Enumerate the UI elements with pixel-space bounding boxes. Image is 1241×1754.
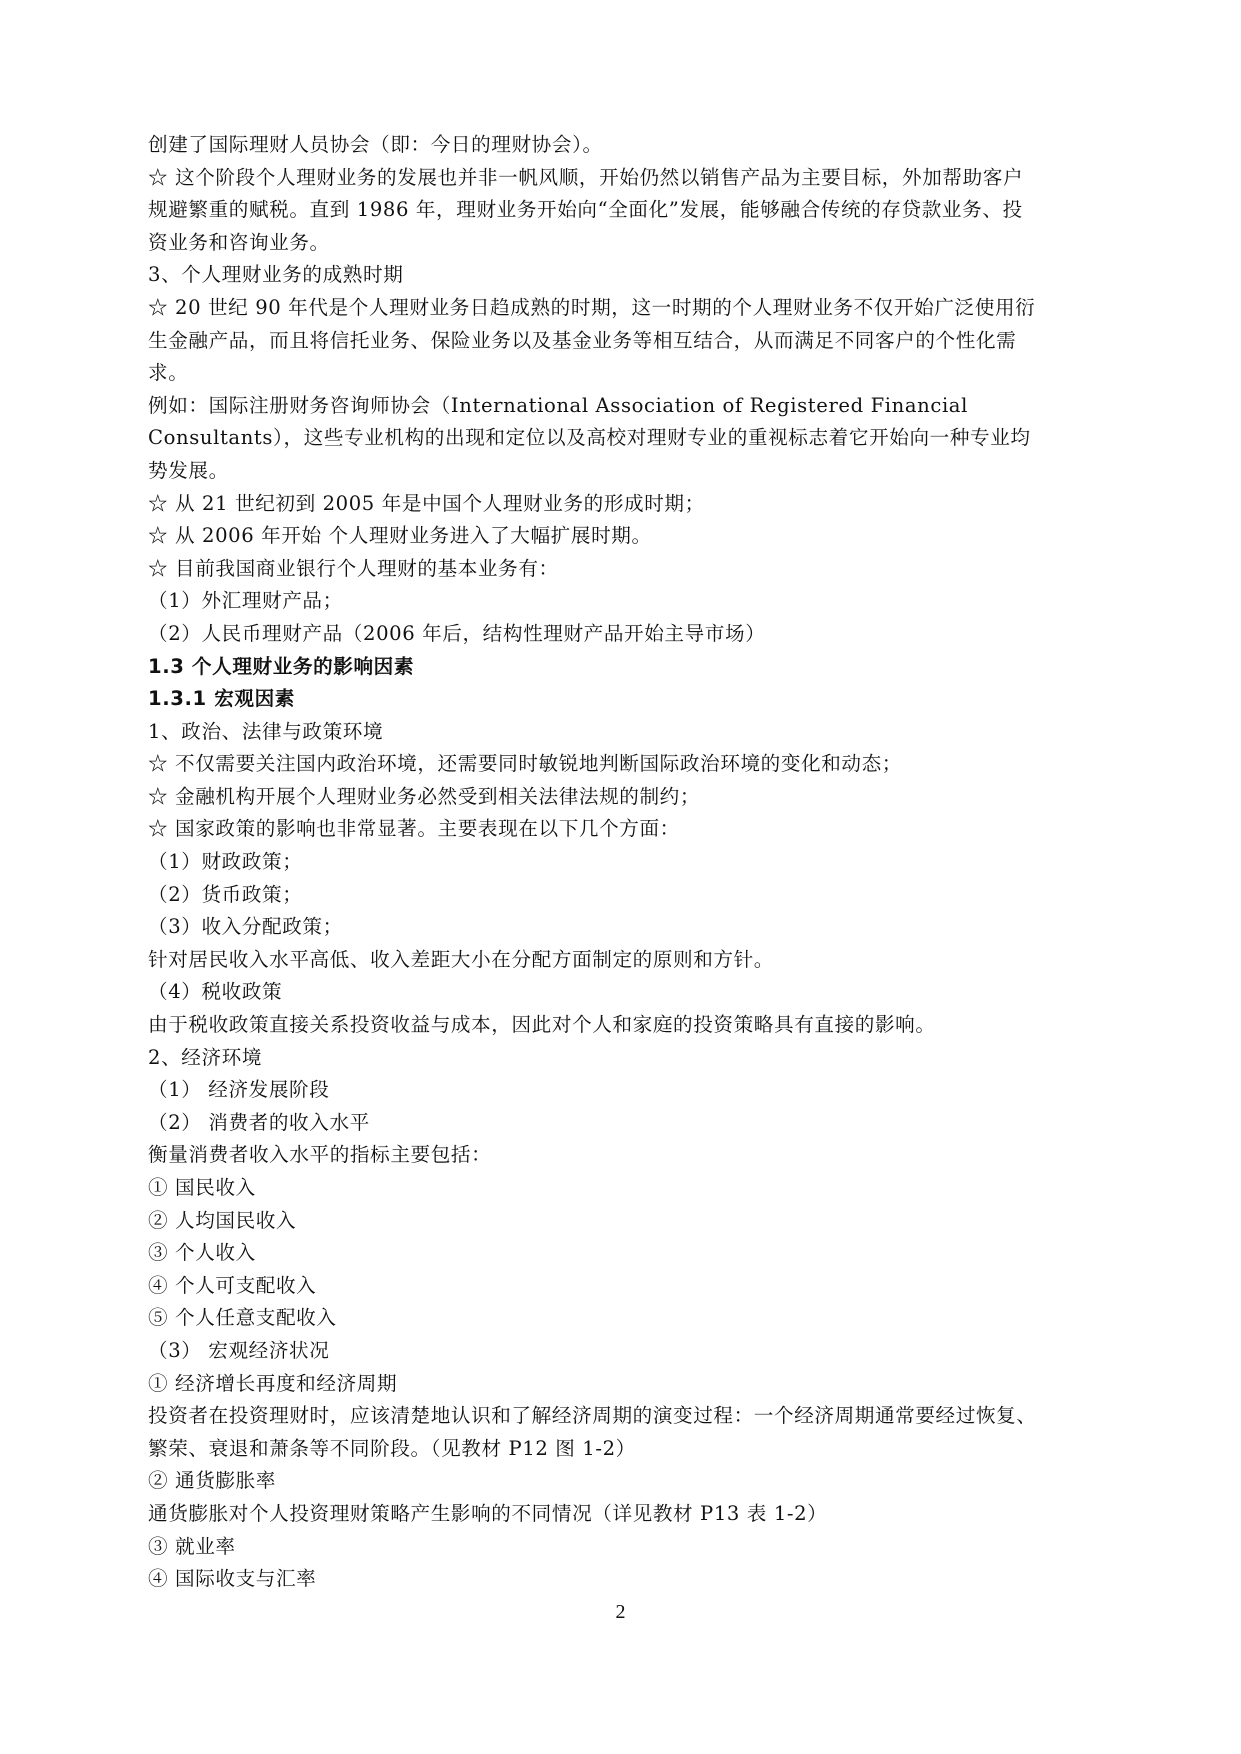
page-body [148, 129, 1094, 1596]
text-line: 通货膨胀对个人投资理财策略产生影响的不同情况（详见教材 P13 表 1-2） [148, 1501, 828, 1525]
list-item: ④ 个人可支配收入 [148, 1273, 317, 1297]
list-item: ⑤ 个人任意支配收入 [148, 1306, 337, 1330]
subsection-heading: 3、个人理财业务的成熟时期 [148, 263, 404, 287]
list-item: ③ 个人收入 [148, 1241, 256, 1265]
section-heading: 1.3 个人理财业务的影响因素 [148, 654, 415, 678]
list-item: （2） 消费者的收入水平 [148, 1110, 370, 1134]
subsection-heading: 2、经济环境 [148, 1045, 263, 1069]
text-line: Consultants），这些专业机构的出现和定位以及高校对理财专业的重视标志着它开始向一种专业均 [148, 426, 1031, 450]
section-heading: 1.3.1 宏观因素 [148, 687, 295, 711]
text-line: 资业务和咨询业务。 [148, 230, 330, 254]
list-item: （1）外汇理财产品； [148, 589, 343, 613]
subsection-heading: 1、政治、法律与政策环境 [148, 719, 384, 743]
list-item: ④ 国际收支与汇率 [148, 1567, 317, 1591]
text-line: ☆ 金融机构开展个人理财业务必然受到相关法律法规的制约； [148, 784, 701, 808]
text-line: 求。 [148, 361, 189, 385]
text-line: 投资者在投资理财时，应该清楚地认识和了解经济周期的演变过程：一个经济周期通常要经过恢复、 [148, 1404, 1037, 1428]
text-line: 衡量消费者收入水平的指标主要包括： [148, 1143, 492, 1167]
text-line: ☆ 目前我国商业银行个人理财的基本业务有： [148, 556, 559, 580]
list-item: （2）货币政策； [148, 882, 303, 906]
page-number: 2 [615, 1601, 626, 1623]
list-item: （4）税收政策 [148, 980, 283, 1004]
list-item: （3）收入分配政策； [148, 915, 343, 939]
text-line: 创建了国际理财人员协会（即：今日的理财协会）。 [148, 133, 603, 156]
text-line: 繁荣、衰退和萧条等不同阶段。（见教材 P12 图 1-2） [148, 1436, 636, 1460]
list-item: ③ 就业率 [148, 1534, 236, 1558]
list-item: ② 通货膨胀率 [148, 1469, 276, 1493]
text-line: ☆ 这个阶段个人理财业务的发展也并非一帆风顺，开始仍然以销售产品为主要目标，外加帮助客户 [148, 165, 1024, 189]
text-line: ☆ 不仅需要关注国内政治环境，还需要同时敏锐地判断国际政治环境的变化和动态； [148, 752, 902, 776]
list-item: （1） 经济发展阶段 [148, 1078, 330, 1102]
list-item: ② 人均国民收入 [148, 1208, 297, 1232]
list-item: （2）人民币理财产品（2006 年后，结构性理财产品开始主导市场） [148, 621, 766, 645]
text-line: 规避繁重的赋税。直到 1986 年，理财业务开始向“全面化”发展，能够融合传统的存贷款业务、投 [148, 198, 1023, 222]
text-line: 针对居民收入水平高低、收入差距大小在分配方面制定的原则和方针。 [148, 947, 775, 971]
text-line: 例如：国际注册财务咨询师协会（International Association of Registered Financial [148, 393, 968, 417]
list-item: ① 经济增长再度和经济周期 [148, 1371, 398, 1395]
text-line: 由于税收政策直接关系投资收益与成本，因此对个人和家庭的投资策略具有直接的影响。 [148, 1013, 936, 1037]
list-item: （1）财政政策； [148, 850, 303, 874]
text-line: ☆ 从 2006 年开始 个人理财业务进入了大幅扩展时期。 [148, 524, 652, 548]
text-line: ☆ 20 世纪 90 年代是个人理财业务日趋成熟的时期，这一时期的个人理财业务不仅开始广泛使用衍 [148, 295, 1036, 319]
text-line: ☆ 从 21 世纪初到 2005 年是中国个人理财业务的形成时期； [148, 491, 705, 515]
list-item: （3） 宏观经济状况 [148, 1338, 330, 1362]
text-line: 势发展。 [148, 458, 229, 482]
list-item: ① 国民收入 [148, 1176, 256, 1199]
text-line: 生金融产品，而且将信托业务、保险业务以及基金业务等相互结合，从而满足不同客户的个性化需 [148, 328, 1017, 352]
text-line: ☆ 国家政策的影响也非常显著。主要表现在以下几个方面： [148, 817, 680, 841]
